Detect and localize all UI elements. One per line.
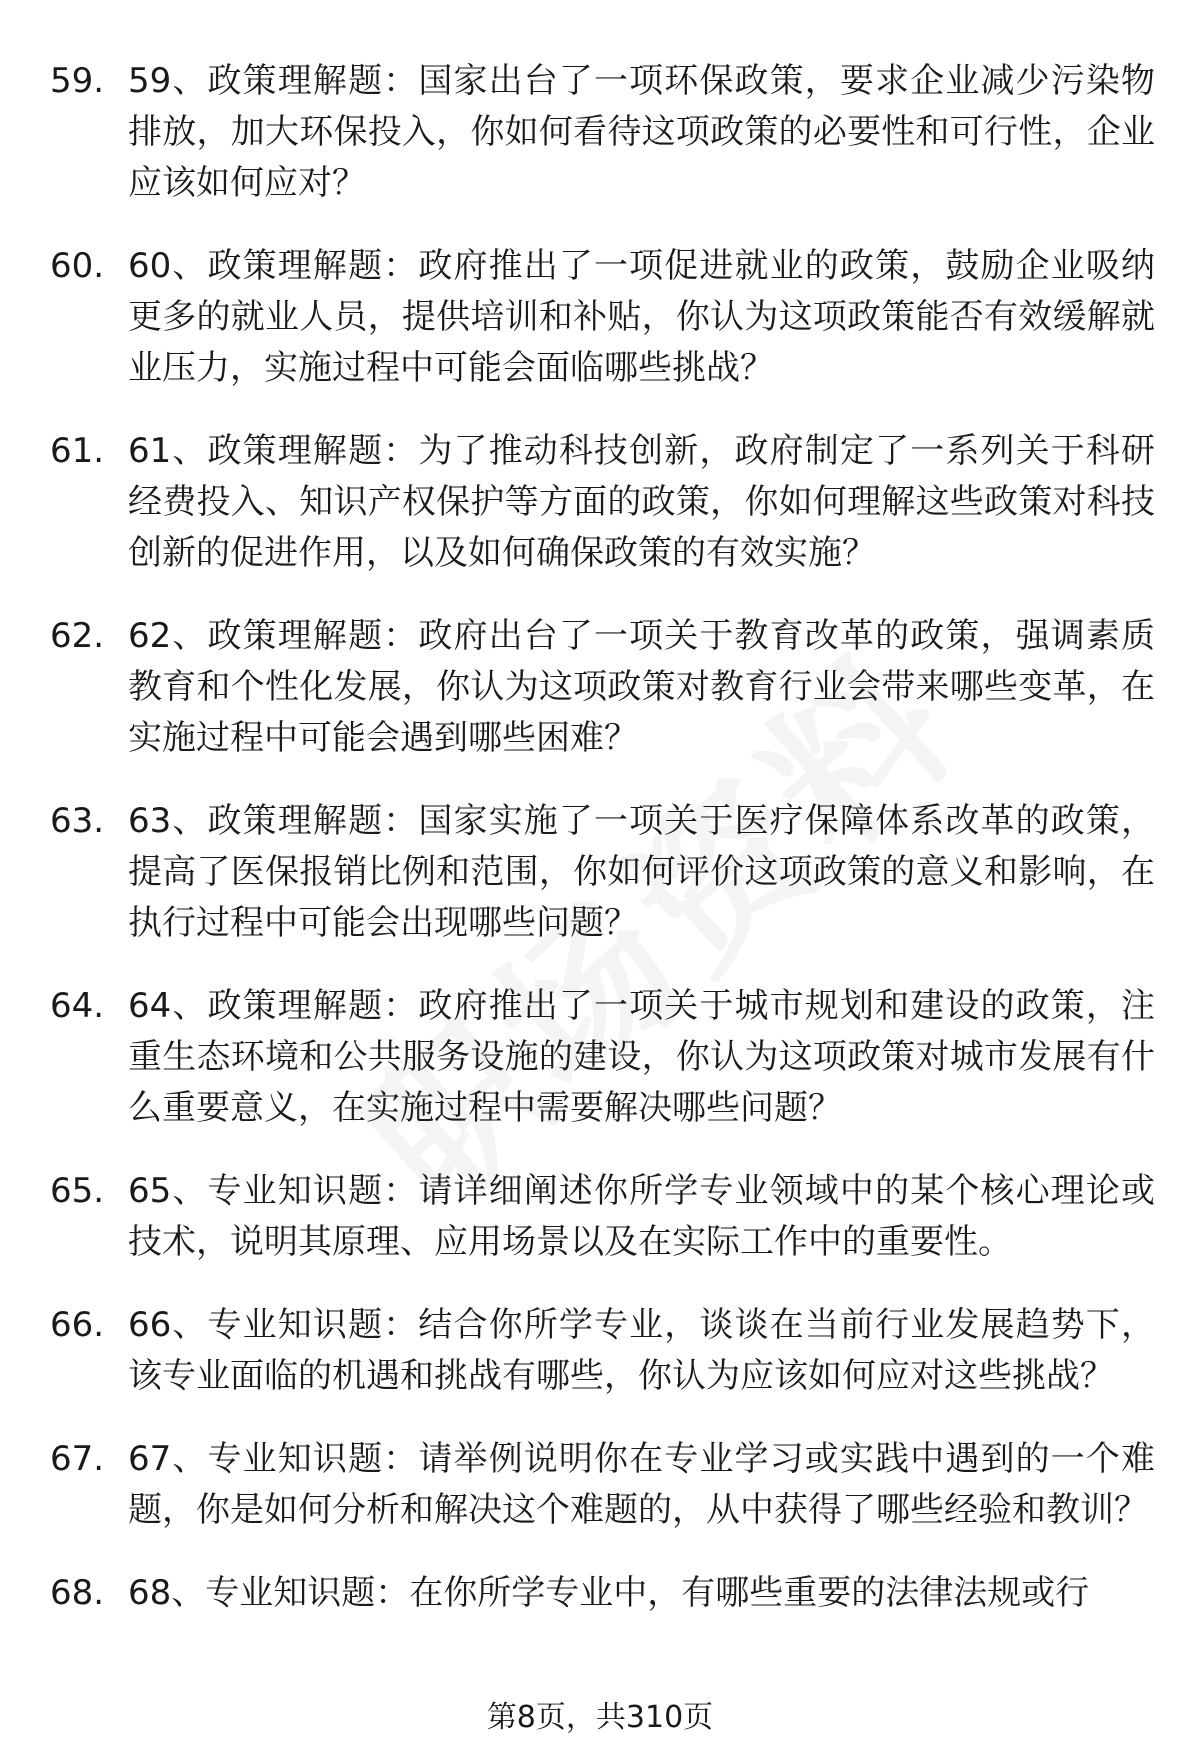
list-item [50,241,1155,394]
item-number: 62. [50,616,105,656]
list-item [50,796,1155,949]
item-text: 62、政策理解题：政府出台了一项关于教育改革的政策，强调素质教育和个性化发展，你认为这项政策对教育行业会带来哪些变革，在实施过程中可能会遇到哪些困难？ [128,616,1155,758]
item-text: 61、政策理解题：为了推动科技创新，政府制定了一系列关于科研经费投入、知识产权保护等方面的政策，你如何理解这些政策对科技创新的促进作用，以及如何确保政策的有效实施？ [128,431,1155,573]
item-text: 59、政策理解题：国家出台了一项环保政策，要求企业减少污染物排放，加大环保投入，你如何看待这项政策的必要性和可行性，企业应该如何应对？ [128,61,1155,203]
list-item [50,1300,1155,1402]
item-number: 66. [50,1305,105,1345]
item-number: 68. [50,1573,105,1613]
item-text: 68、专业知识题：在你所学专业中，有哪些重要的法律法规或行 [128,1573,1090,1613]
item-number: 63. [50,801,105,841]
item-text: 64、政策理解题：政府推出了一项关于城市规划和建设的政策，注重生态环境和公共服务设施的建设，你认为这项政策对城市发展有什么重要意义，在实施过程中需要解决哪些问题？ [128,986,1155,1128]
item-number: 65. [50,1171,105,1211]
item-text: 65、专业知识题：请详细阐述你所学专业领域中的某个核心理论或技术，说明其原理、应用场景以及在实际工作中的重要性。 [128,1171,1155,1262]
item-number: 64. [50,986,105,1026]
item-number: 67. [50,1439,105,1479]
list-item [50,1568,1155,1619]
item-text: 66、专业知识题：结合你所学专业，谈谈在当前行业发展趋势下，该专业面临的机遇和挑战有哪些，你认为应该如何应对这些挑战？ [128,1305,1155,1396]
list-item [50,56,1155,209]
item-number: 59. [50,61,105,101]
item-number: 60. [50,246,105,286]
item-number: 61. [50,431,105,471]
list-item [50,981,1155,1134]
question-list [50,56,1155,1651]
item-text: 60、政策理解题：政府推出了一项促进就业的政策，鼓励企业吸纳更多的就业人员，提供培训和补贴，你认为这项政策能否有效缓解就业压力，实施过程中可能会面临哪些挑战？ [128,246,1155,388]
list-item [50,1166,1155,1268]
list-item [50,1434,1155,1536]
list-item [50,611,1155,764]
item-text: 63、政策理解题：国家实施了一项关于医疗保障体系改革的政策，提高了医保报销比例和范围，你如何评价这项政策的意义和影响，在执行过程中可能会出现哪些问题？ [128,801,1155,943]
list-item [50,426,1155,579]
page-footer: 第8页，共310页 [486,1700,714,1735]
item-text: 67、专业知识题：请举例说明你在专业学习或实践中遇到的一个难题，你是如何分析和解决这个难题的，从中获得了哪些经验和教训？ [128,1439,1155,1530]
